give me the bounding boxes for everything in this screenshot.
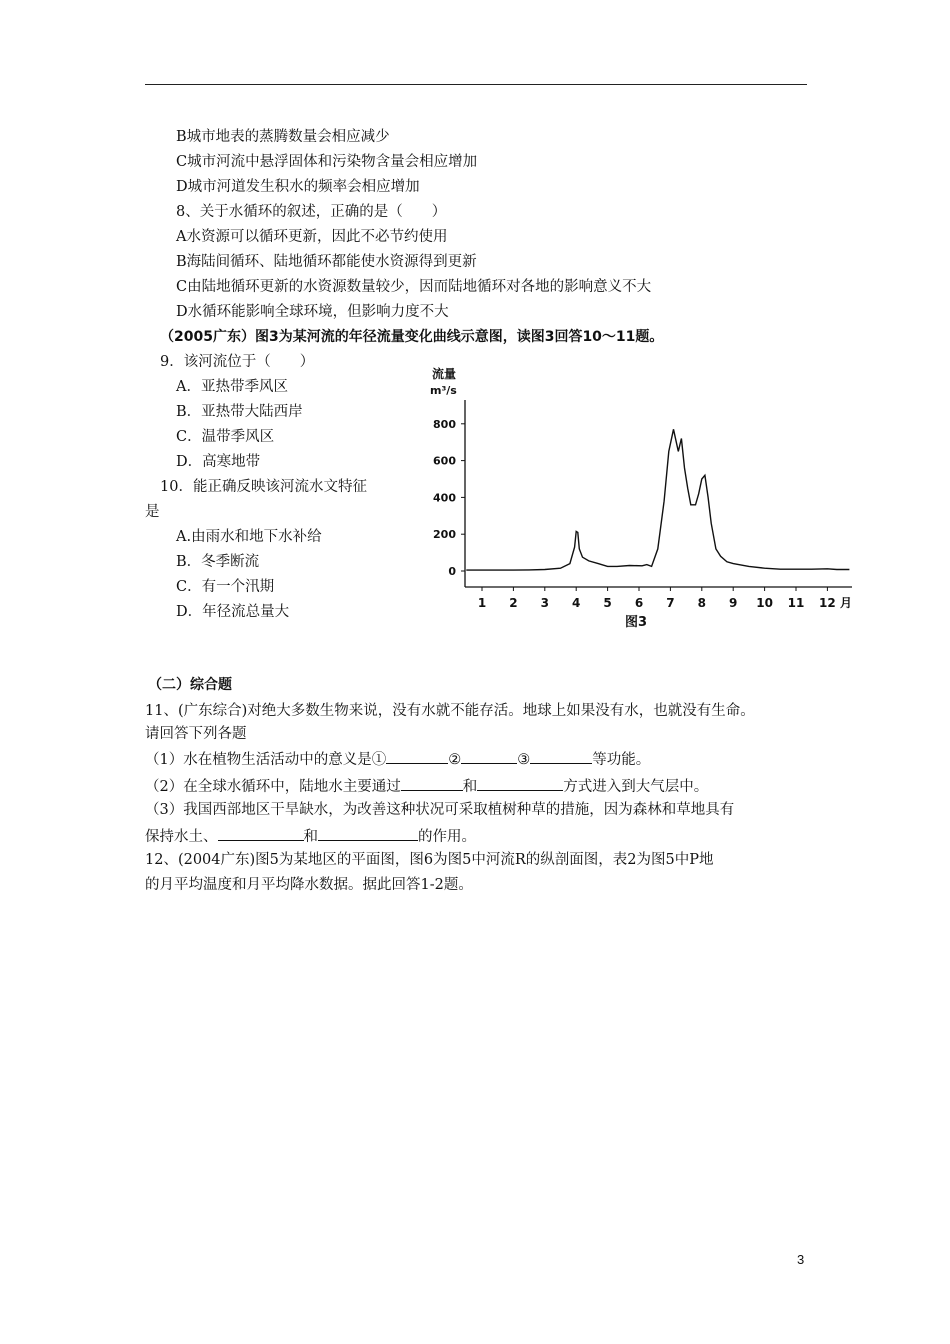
- q7-option-d: D城市河道发生积水的频率会相应增加: [176, 179, 420, 195]
- x-tick-label: 5: [603, 596, 612, 610]
- q10-option-d: D．年径流总量大: [176, 604, 290, 620]
- q8-option-b: B海陆间循环、陆地循环都能使水资源得到更新: [176, 254, 477, 270]
- blank-6[interactable]: [218, 826, 304, 841]
- q11-part1-end: 等功能。: [592, 752, 651, 768]
- x-tick-label: 7: [666, 596, 675, 610]
- blank-2[interactable]: [461, 749, 517, 764]
- blank-1[interactable]: [386, 749, 448, 764]
- blank-5[interactable]: [477, 776, 563, 791]
- q12-line2: 的月平均温度和月平均降水数据。据此回答1-2题。: [145, 877, 473, 893]
- y-tick-label: 600: [433, 454, 456, 468]
- q11-line1: 11、(广东综合)对绝大多数生物来说，没有水就不能存活。地球上如果没有水，也就没有生命。: [145, 703, 755, 719]
- q9-stem: 9．该河流位于（ ）: [160, 354, 315, 370]
- q10-option-c: C．有一个汛期: [176, 579, 275, 595]
- x-tick-label: 9: [729, 596, 738, 610]
- x-tick-label: 12: [819, 596, 836, 610]
- q10-stem-line1: 10．能正确反映该河流水文特征: [160, 479, 367, 495]
- chart-ylabel-line1: 流量: [432, 367, 457, 381]
- q11-part1-mark2: ②: [448, 752, 462, 768]
- q11-part2-text: （2）在全球水循环中，陆地水主要通过: [145, 779, 401, 795]
- q9-option-d: D．高寒地带: [176, 454, 261, 470]
- q10-stem-line2: 是: [145, 504, 160, 520]
- q11-part3-and: 和: [303, 829, 318, 845]
- q10-option-a: A.由雨水和地下水补给: [176, 529, 322, 545]
- header-rule: [145, 84, 807, 85]
- q9-option-a: A．亚热带季风区: [176, 379, 288, 395]
- chart-ylabel-line2: m³/s: [430, 384, 457, 397]
- q7-option-b: B城市地表的蒸腾数量会相应减少: [176, 129, 390, 145]
- runoff-chart: [420, 362, 860, 632]
- q8-option-a: A水资源可以循环更新，因此不必节约使用: [176, 229, 448, 245]
- q11-part2-and: 和: [462, 779, 478, 795]
- x-tick-label: 3: [540, 596, 549, 610]
- q11-line2: 请回答下列各题: [145, 726, 247, 742]
- q8-stem: 8、关于水循环的叙述，正确的是（ ）: [176, 204, 447, 220]
- x-tick-label: 6: [634, 596, 644, 610]
- q8-option-c: C由陆地循环更新的水资源数量较少，因而陆地循环对各地的影响意义不大: [176, 279, 652, 295]
- blank-7[interactable]: [318, 826, 418, 841]
- x-tick-label: 10: [756, 596, 773, 610]
- x-tick-label: 2: [509, 596, 518, 610]
- q11-part3-end: 的作用。: [418, 829, 476, 845]
- q10-option-b: B．冬季断流: [176, 554, 260, 570]
- y-tick-label: 400: [433, 491, 456, 505]
- section-2-title: （二）综合题: [148, 677, 232, 693]
- y-tick-label: 0: [448, 565, 456, 578]
- q7-option-c: C城市河流中悬浮固体和污染物含量会相应增加: [176, 154, 478, 170]
- x-tick-label: 4: [572, 596, 581, 610]
- page-number: 3: [797, 1252, 805, 1267]
- x-tick-label: 1: [477, 596, 487, 610]
- q11-part1-mark3: ③: [517, 752, 531, 768]
- blank-3[interactable]: [530, 749, 592, 764]
- chart-x-unit: 月: [840, 596, 853, 610]
- q9-option-b: B．亚热带大陆西岸: [176, 404, 303, 420]
- q11-part1: [145, 749, 650, 769]
- q11-part3-line1: （3）我国西部地区干旱缺水，为改善这种状况可采取植树种草的措施，因为森林和草地具有: [145, 802, 735, 818]
- x-tick-label: 8: [697, 596, 706, 610]
- y-tick-label: 200: [433, 528, 456, 542]
- q11-part1-text: （1）水在植物生活活动中的意义是①: [145, 752, 387, 768]
- group-intro: （2005广东）图3为某河流的年径流量变化曲线示意图，读图3回答10～11题。: [160, 329, 664, 345]
- q8-option-d: D水循环能影响全球环境，但影响力度不大: [176, 304, 449, 320]
- x-tick-label: 11: [787, 596, 805, 610]
- q11-part3-line2: [145, 826, 476, 846]
- y-tick-label: 800: [433, 417, 456, 431]
- q12-line1: 12、(2004广东)图5为某地区的平面图，图6为图5中河流R的纵剖面图，表2为图5中P地: [145, 852, 714, 868]
- q11-part2-end: 方式进入到大气层中。: [563, 779, 709, 795]
- chart-caption: 图3: [625, 615, 648, 630]
- q11-part2: [145, 776, 708, 796]
- q9-option-c: C．温带季风区: [176, 429, 275, 445]
- blank-4[interactable]: [401, 776, 463, 791]
- flow-series-line: [466, 429, 849, 570]
- q11-part3-start: 保持水土、: [145, 829, 218, 845]
